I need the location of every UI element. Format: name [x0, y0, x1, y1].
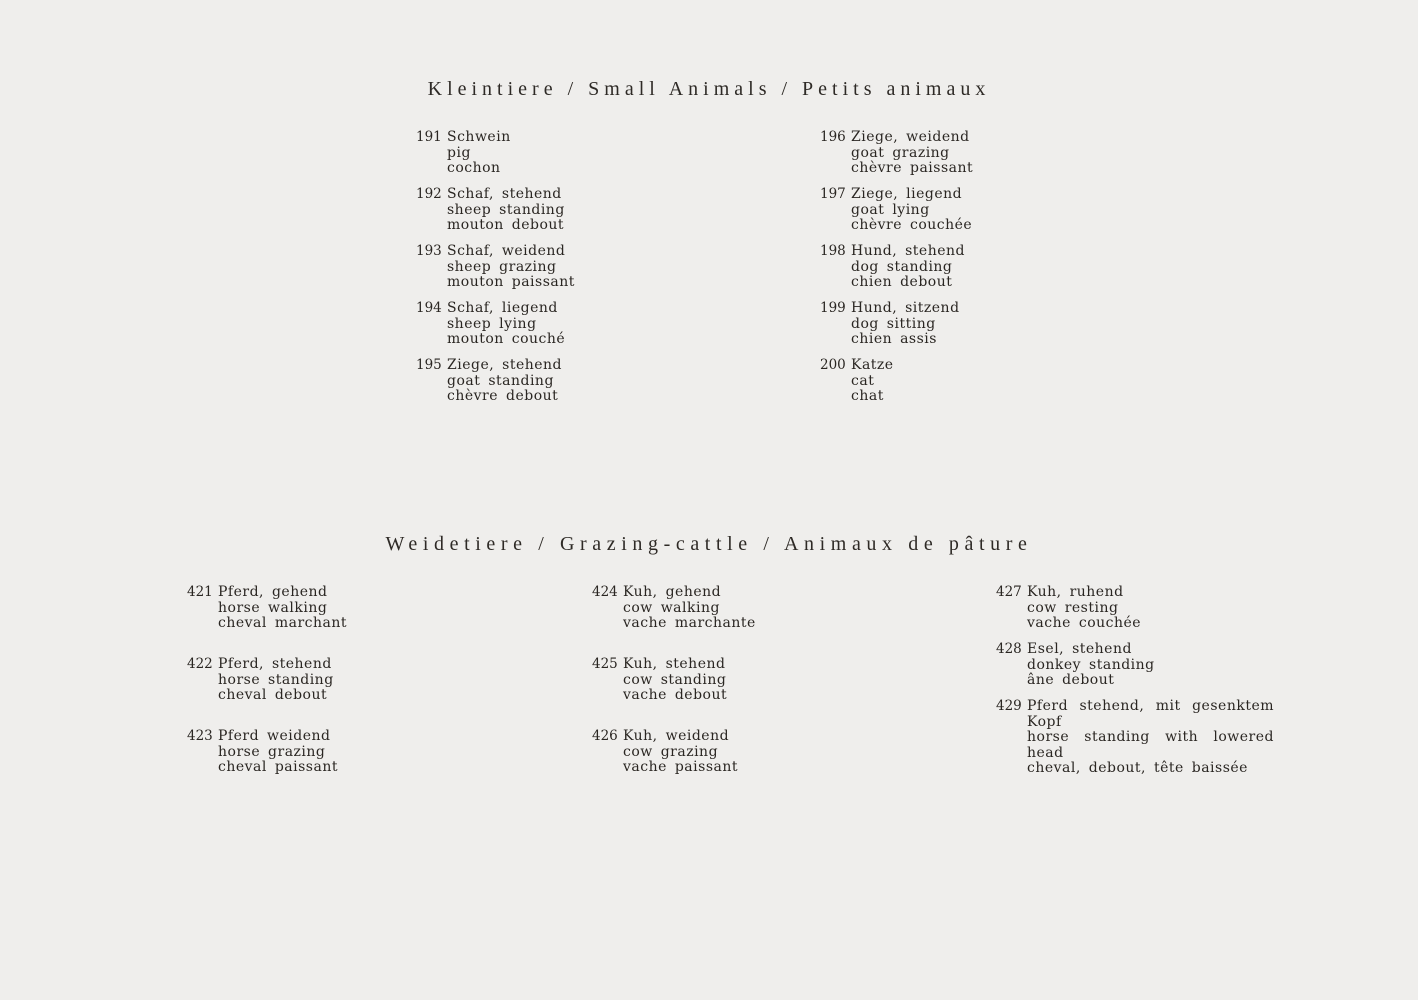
grazing-cattle-column-2 [592, 585, 922, 801]
catalog-entry-191 [416, 130, 756, 187]
entry-label-de: Hund, sitzend [851, 300, 960, 316]
section-title-small-animals: Kleintiere / Small Animals / Petits animaux [427, 78, 991, 100]
entry-label-de: Schaf, stehend [447, 186, 562, 202]
entry-number: 427 [996, 584, 1022, 600]
entry-label-fr: chèvre debout [447, 388, 559, 404]
entry-label-en: cat [851, 372, 875, 389]
catalog-entry-193 [416, 244, 756, 301]
entry-label-fr: mouton paissant [447, 274, 575, 290]
entry-label-de: Kuh, gehend [623, 584, 722, 600]
catalog-entry-426 [592, 729, 922, 801]
entry-label-de: Schaf, weidend [447, 243, 566, 259]
entry-label-fr: mouton debout [447, 217, 565, 233]
entry-label-en: cow grazing [623, 743, 719, 760]
entry-label-de: Schwein [447, 129, 511, 145]
entry-label-fr: vache paissant [623, 759, 738, 775]
entry-label-fr: cheval marchant [218, 615, 347, 631]
catalog-entry-194 [416, 301, 756, 358]
entry-label-de: Pferd weidend [218, 728, 331, 744]
catalog-entry-195 [416, 358, 756, 415]
grazing-cattle-column-3 [996, 585, 1286, 777]
catalog-entry-200 [820, 358, 1160, 415]
entry-number: 421 [187, 584, 213, 600]
entry-label-en: goat lying [851, 201, 930, 218]
catalog-entry-423 [187, 729, 517, 801]
catalog-entry-421 [187, 585, 517, 657]
entry-label-en: horse walking [218, 599, 328, 616]
entry-number: 200 [820, 357, 846, 373]
entry-number: 428 [996, 641, 1022, 657]
entry-number: 193 [416, 243, 442, 259]
entry-label-en: dog standing [851, 258, 953, 275]
entry-number: 199 [820, 300, 846, 316]
section-title-grazing-cattle: Weidetiere / Grazing-cattle / Animaux de pâture [385, 533, 1033, 555]
entry-label-fr: chèvre couchée [851, 217, 973, 233]
entry-label-en: horse standing with lowered head [1027, 729, 1274, 761]
small-animals-column-1 [416, 130, 756, 415]
entry-label-en: horse standing [218, 671, 334, 688]
catalog-entry-199 [820, 301, 1160, 358]
catalog-entry-427 [996, 585, 1286, 642]
entry-label-en: cow walking [623, 599, 720, 616]
catalog-entry-196 [820, 130, 1160, 187]
entry-label-en: goat grazing [851, 144, 950, 161]
grazing-cattle-column-1 [187, 585, 517, 801]
catalog-entry-422 [187, 657, 517, 729]
entry-label-en: sheep standing [447, 201, 565, 218]
entry-label-fr: chien assis [851, 331, 937, 347]
entry-label-en: goat standing [447, 372, 554, 389]
catalog-entry-198 [820, 244, 1160, 301]
catalog-entry-424 [592, 585, 922, 657]
entry-label-de: Kuh, weidend [623, 728, 730, 744]
entry-number: 198 [820, 243, 846, 259]
entry-label-fr: chat [851, 388, 884, 404]
entry-label-de: Ziege, stehend [447, 357, 563, 373]
entry-label-fr: cheval paissant [218, 759, 338, 775]
entry-label-en: donkey standing [1027, 656, 1155, 673]
catalog-entry-425 [592, 657, 922, 729]
entry-number: 195 [416, 357, 442, 373]
entry-number: 197 [820, 186, 846, 202]
entry-label-de: Ziege, weidend [851, 129, 970, 145]
entry-label-de: Pferd, gehend [218, 584, 328, 600]
entry-label-fr: mouton couché [447, 331, 566, 347]
catalog-entry-197 [820, 187, 1160, 244]
entry-label-fr: cheval, debout, tête baissée [1027, 760, 1248, 776]
entry-label-fr: chèvre paissant [851, 160, 974, 176]
entry-label-en: pig [447, 144, 471, 161]
entry-label-en: cow resting [1027, 599, 1119, 616]
entry-label-en: dog sitting [851, 315, 936, 332]
small-animals-column-2 [820, 130, 1160, 415]
entry-label-de: Schaf, liegend [447, 300, 558, 316]
entry-label-de: Katze [851, 357, 894, 373]
entry-label-de: Ziege, liegend [851, 186, 963, 202]
entry-label-en: sheep grazing [447, 258, 557, 275]
entry-label-fr: vache marchante [623, 615, 756, 631]
entry-label-de: Hund, stehend [851, 243, 965, 259]
catalog-entry-428 [996, 642, 1286, 699]
entry-label-de: Esel, stehend [1027, 641, 1132, 657]
entry-label-fr: vache debout [623, 687, 728, 703]
entry-label-de: Kuh, stehend [623, 656, 726, 672]
entry-label-fr: cochon [447, 160, 501, 176]
entry-label-de: Pferd stehend, mit gesenktem Kopf [1027, 698, 1274, 730]
entry-number: 426 [592, 728, 618, 744]
catalog-entry-429 [996, 699, 1286, 777]
entry-number: 422 [187, 656, 213, 672]
entry-label-fr: âne debout [1027, 672, 1115, 688]
catalog-entry-192 [416, 187, 756, 244]
entry-label-de: Kuh, ruhend [1027, 584, 1124, 600]
entry-number: 424 [592, 584, 618, 600]
entry-number: 429 [996, 698, 1022, 714]
entry-number: 423 [187, 728, 213, 744]
entry-number: 425 [592, 656, 618, 672]
entry-label-fr: vache couchée [1027, 615, 1142, 631]
entry-number: 196 [820, 129, 846, 145]
entry-label-en: sheep lying [447, 315, 537, 332]
entry-number: 191 [416, 129, 442, 145]
entry-number: 194 [416, 300, 442, 316]
entry-label-de: Pferd, stehend [218, 656, 332, 672]
entry-label-en: cow standing [623, 671, 727, 688]
entry-label-en: horse grazing [218, 743, 326, 760]
entry-label-fr: chien debout [851, 274, 953, 290]
entry-number: 192 [416, 186, 442, 202]
entry-label-fr: cheval debout [218, 687, 328, 703]
